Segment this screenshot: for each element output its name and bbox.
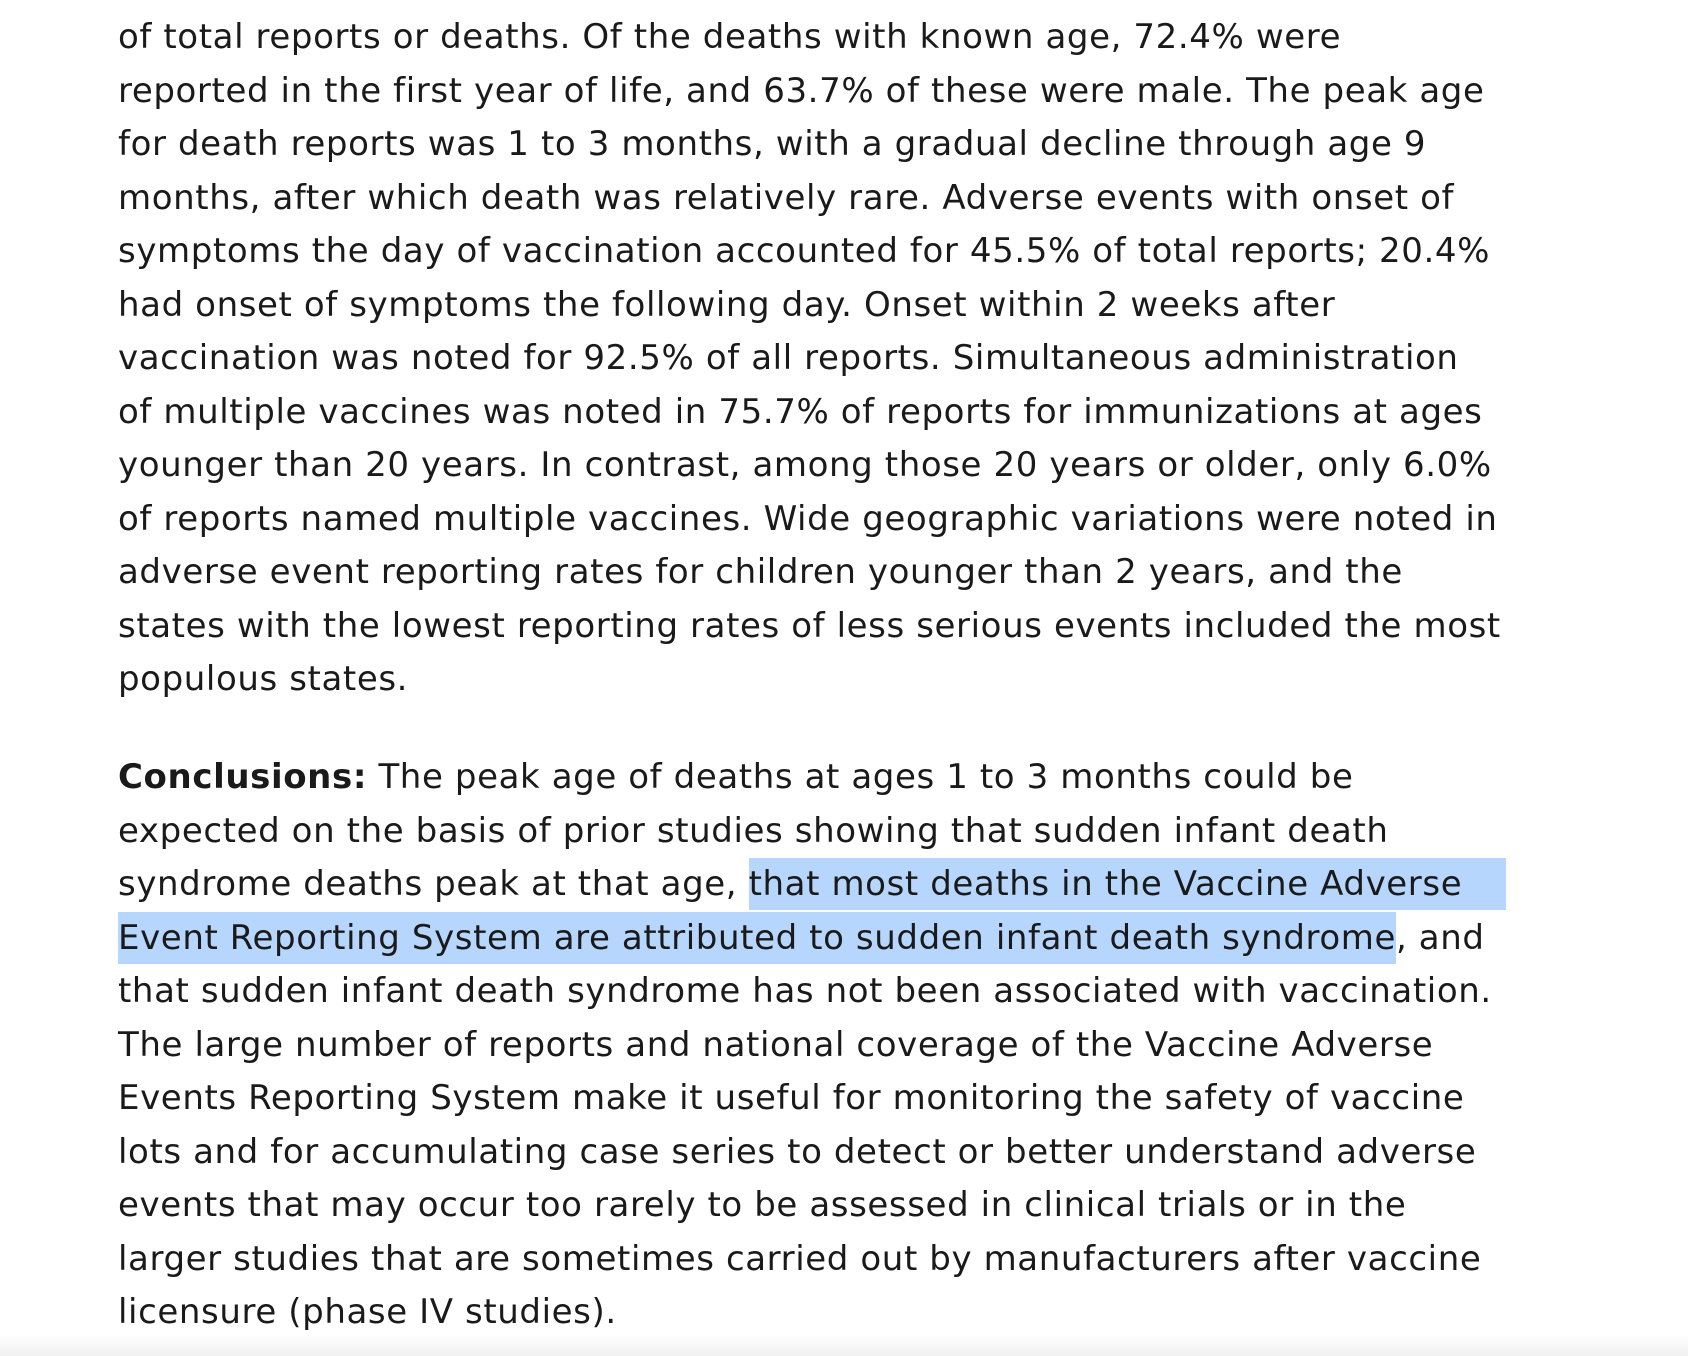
text-line[interactable]: events that may occur too rarely to be assessed in clinical trials or in the: [118, 1185, 1407, 1225]
text-line[interactable]: for death reports was 1 to 3 months, with a gradual decline through age 9: [118, 124, 1427, 164]
text-line[interactable]: of total reports or deaths. Of the deaths with known age, 72.4% were: [118, 17, 1342, 57]
text-segment[interactable]: The peak age of deaths at ages 1 to 3 months could be: [367, 757, 1354, 797]
text-line[interactable]: adverse event reporting rates for children younger than 2 years, and the: [118, 552, 1403, 592]
text-line[interactable]: [118, 858, 1506, 912]
conclusions-heading: Conclusions:: [118, 757, 368, 797]
text-line[interactable]: of multiple vaccines was noted in 75.7% of reports for immunizations at ages: [118, 391, 1483, 432]
text-line[interactable]: reported in the first year of life, and 63.7% of these were male. The peak age: [118, 70, 1485, 111]
text-line[interactable]: vaccination was noted for 92.5% of all reports. Simultaneous administration: [118, 338, 1459, 378]
text-line[interactable]: larger studies that are sometimes carried out by manufacturers after vaccine: [118, 1238, 1482, 1279]
text-line[interactable]: states with the lowest reporting rates of less serious events included the most: [118, 605, 1501, 646]
text-segment[interactable]: syndrome deaths peak at that age,: [118, 864, 749, 904]
text-line[interactable]: months, after which death was relatively rare. Adverse events with onset of: [118, 177, 1455, 218]
text-selection-highlight[interactable]: that most deaths in the Vaccine Adverse: [749, 858, 1507, 910]
text-line[interactable]: The large number of reports and national coverage of the Vaccine Adverse: [118, 1024, 1434, 1065]
text-line[interactable]: [118, 912, 1506, 966]
text-line[interactable]: expected on the basis of prior studies showing that sudden infant death: [118, 810, 1389, 851]
bottom-edge-shadow: [0, 1334, 1688, 1356]
text-line[interactable]: symptoms the day of vaccination accounted for 45.5% of total reports; 20.4%: [118, 231, 1491, 271]
text-line[interactable]: of reports named multiple vaccines. Wide geographic variations were noted in: [118, 498, 1498, 539]
text-line[interactable]: younger than 20 years. In contrast, among those 20 years or older, only 6.0%: [118, 445, 1492, 485]
text-line[interactable]: that sudden infant death syndrome has not been associated with vaccination.: [118, 971, 1492, 1011]
text-line[interactable]: populous states.: [118, 659, 409, 699]
text-segment[interactable]: , and: [1395, 917, 1485, 958]
text-line[interactable]: licensure (phase IV studies).: [118, 1292, 617, 1332]
results-paragraph[interactable]: [118, 11, 1501, 707]
text-selection-highlight[interactable]: Event Reporting System are attributed to sudden infant death syndrome: [118, 912, 1396, 964]
text-line[interactable]: had onset of symptoms the following day. Onset within 2 weeks after: [118, 284, 1336, 325]
conclusions-paragraph[interactable]: [118, 751, 1506, 1340]
text-line[interactable]: lots and for accumulating case series to detect or better understand adverse: [118, 1131, 1477, 1172]
text-line[interactable]: [118, 751, 1506, 805]
text-line[interactable]: Events Reporting System make it useful for monitoring the safety of vaccine: [118, 1078, 1465, 1118]
